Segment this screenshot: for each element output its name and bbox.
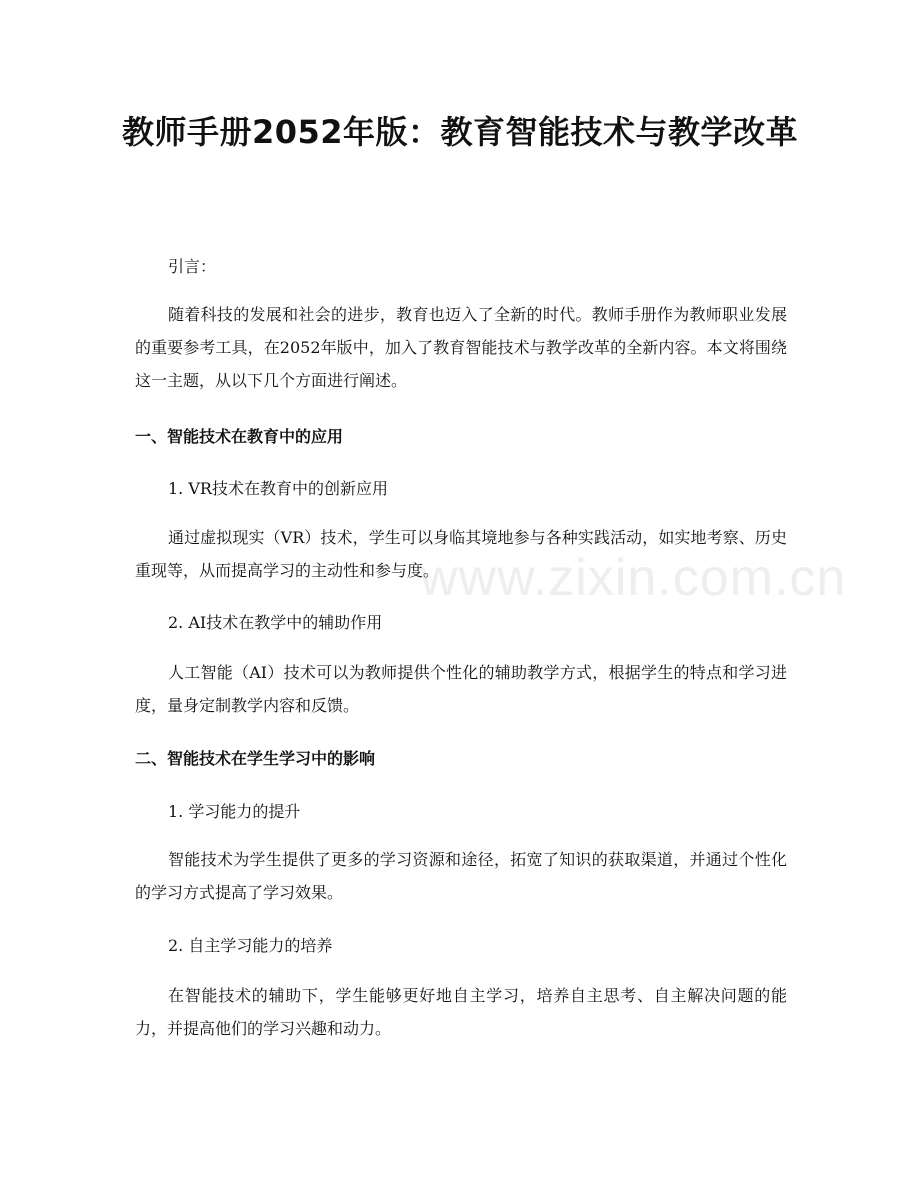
intro-label: 引言：: [168, 257, 217, 276]
subheading-1-1: 1. VR技术在教育中的创新应用: [168, 479, 388, 498]
subheading-1-2: 2. AI技术在教学中的辅助作用: [168, 613, 383, 632]
section-heading-1: 一、智能技术在教育中的应用: [135, 427, 344, 446]
paragraph-2-1: 智能技术为学生提供了更多的学习资源和途径，拓宽了知识的获取渠道，并通过个性化的学习方式提高了学习效果。: [135, 850, 787, 902]
paragraph-1-2: 人工智能（AI）技术可以为教师提供个性化的辅助教学方式，根据学生的特点和学习进度，量身定制教学内容和反馈。: [135, 663, 787, 715]
section-heading-2: 二、智能技术在学生学习中的影响: [135, 749, 376, 768]
subheading-2-2: 2. 自主学习能力的培养: [168, 936, 333, 955]
watermark-text: www.zixin.com.cn: [420, 549, 847, 607]
paragraph-2-2: 在智能技术的辅助下，学生能够更好地自主学习，培养自主思考、自主解决问题的能力，并提高他们的学习兴趣和动力。: [135, 986, 787, 1038]
intro-paragraph: 随着科技的发展和社会的进步，教育也迈入了全新的时代。教师手册作为教师职业发展的重要参考工具，在2052年版中，加入了教育智能技术与教学改革的全新内容。本文将围绕这一主题，从以下几个方面进行阐述。: [135, 305, 787, 390]
subheading-2-1: 1. 学习能力的提升: [168, 802, 301, 821]
document-title: 教师手册2052年版：教育智能技术与教学改革: [121, 113, 799, 151]
paragraph-1-1: 通过虚拟现实（VR）技术，学生可以身临其境地参与各种实践活动，如实地考察、历史重现等，从而提高学习的主动性和参与度。: [135, 528, 787, 580]
